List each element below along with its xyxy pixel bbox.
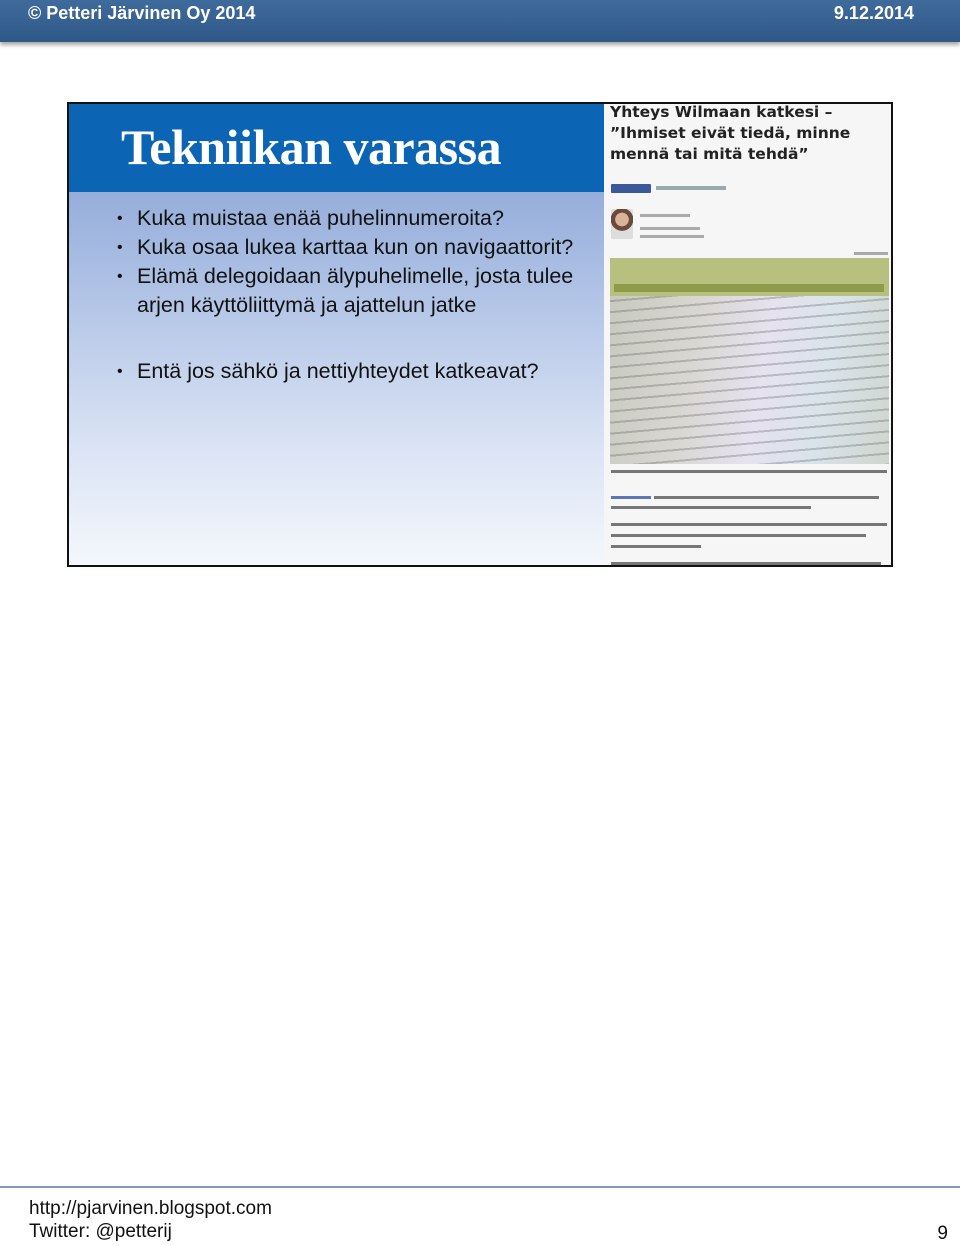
article-text-line (611, 562, 881, 565)
bullet-item: • Elämä delegoidaan älypuhelimelle, josta tulee arjen käyttöliittymä ja ajattelun jatke (117, 262, 597, 320)
author-photo (611, 209, 633, 239)
author-meta-line (854, 252, 888, 255)
article-text-line (654, 496, 879, 499)
article-screenshot (604, 104, 893, 567)
author-meta-line (640, 214, 690, 217)
caption-line (611, 470, 887, 473)
article-headline: Yhteys Wilmaan katkesi – ”Ihmiset eivät tiedä, minne mennä tai mitä tehdä” (610, 104, 851, 163)
screen-photo (610, 258, 889, 464)
copyright-text: © Petteri Järvinen Oy 2014 (28, 3, 256, 23)
author-meta-line (640, 235, 704, 238)
header-bar (0, 0, 960, 42)
screen-banner (610, 258, 889, 296)
facebook-share-icon (611, 184, 651, 193)
bullet-item: • Kuka osaa lukea karttaa kun on navigaattorit? (117, 233, 597, 262)
article-text-line (611, 545, 701, 548)
footer-url: http://pjarvinen.blogspot.com (29, 1198, 272, 1219)
slide-title: Tekniikan varassa (121, 119, 502, 175)
article-text-line (611, 506, 811, 509)
bullet-list (117, 204, 597, 386)
article-text-line (611, 496, 651, 499)
date-text: 9.12.2014 (833, 3, 914, 23)
page-number: 9 (937, 1223, 948, 1244)
article-text-line (611, 523, 887, 526)
footer-twitter: Twitter: @petterij (29, 1221, 172, 1242)
author-meta-line (640, 227, 700, 230)
share-count-line (656, 186, 726, 190)
slide-image (67, 102, 893, 567)
bullet-item: • Entä jos sähkö ja nettiyhteydet katkeavat? (117, 357, 597, 386)
bullet-item: • Kuka muistaa enää puhelinnumeroita? (117, 204, 597, 233)
article-text-line (611, 534, 866, 537)
footer-divider (0, 1186, 960, 1188)
screen-banner-strip (614, 284, 884, 292)
slide-title-bar (69, 104, 604, 192)
